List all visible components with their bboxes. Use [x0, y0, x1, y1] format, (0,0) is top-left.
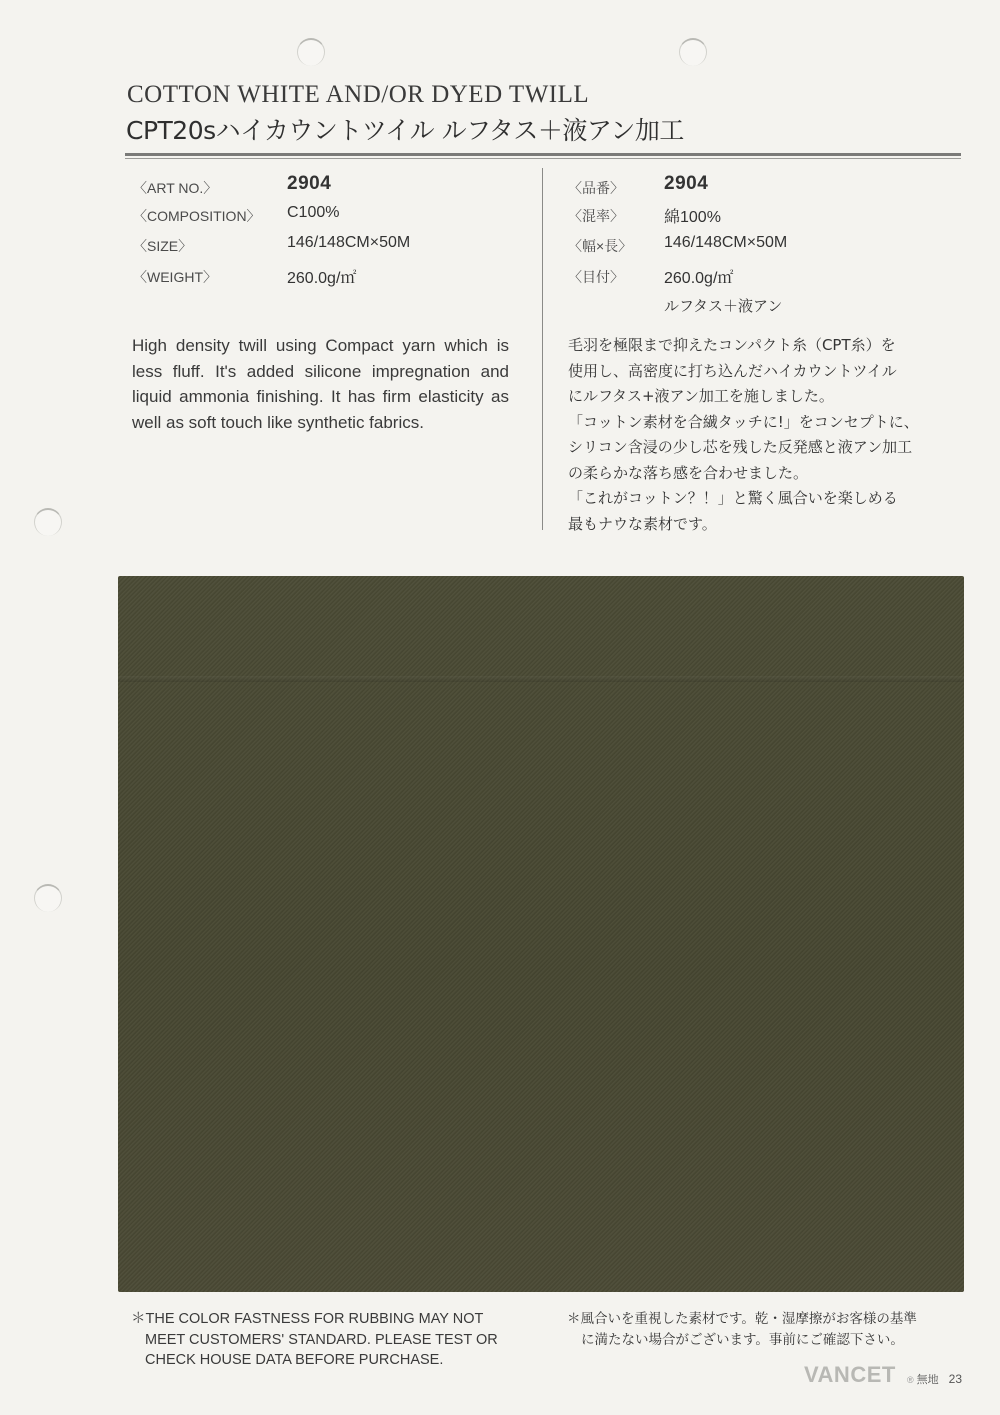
spec-value: 綿100% [664, 209, 721, 226]
description-jp-line: 「これがコットン？！」と驚く風合いを楽しめる [568, 489, 898, 507]
fabric-swatch [118, 576, 964, 1292]
column-divider [542, 168, 543, 530]
spec-label: 〈幅×長〉 [568, 238, 633, 254]
spec-label: 〈目付〉 [568, 269, 624, 285]
spec-value: ルフタス＋液アン [664, 298, 783, 315]
spec-value: 146/148CM×50M [287, 234, 411, 251]
spec-value: 260.0g/㎡ [287, 270, 357, 287]
header-divider [125, 153, 961, 156]
spec-label: 〈混率〉 [568, 208, 624, 224]
art-number-jp: 2904 [664, 173, 709, 194]
spec-label: 〈品番〉 [568, 180, 624, 196]
description-jp-line: にルフタス+液アン加工を施しました。 [568, 387, 834, 405]
care-note-line: CHECK HOUSE DATA BEFORE PURCHASE. [145, 1352, 444, 1368]
spec-label: 〈WEIGHT〉 [133, 269, 217, 285]
care-note-line: ＊風合いを重視した素材です。乾・湿摩擦がお客様の基準 [567, 1311, 917, 1327]
description-jp-line: 使用し、高密度に打ち込んだハイカウントツイル [568, 361, 897, 380]
footer-meta [907, 1371, 962, 1387]
spec-value: 146/148CM×50M [664, 234, 788, 251]
binder-hole-top-right [679, 38, 707, 66]
spec-label: 〈COMPOSITION〉 [133, 208, 261, 224]
care-note-line: ＊THE COLOR FASTNESS FOR RUBBING MAY NOT [131, 1311, 484, 1327]
care-note-line: に満たない場合がございます。事前にご確認下さい。 [581, 1331, 904, 1348]
brand-logo: VANCET [804, 1362, 896, 1387]
page-title-en: COTTON WHITE AND/OR DYED TWILL [127, 81, 590, 108]
swatch-fold-line [118, 676, 964, 682]
description-jp-line: 「コットン素材を合繊タッチに!」をコンセプトに、 [568, 412, 919, 431]
spec-label: 〈ART NO.〉 [133, 180, 218, 196]
care-note-jp [567, 1309, 957, 1350]
care-note-en [131, 1309, 521, 1371]
art-number: 2904 [287, 173, 332, 194]
binder-hole-left-lower [34, 884, 62, 912]
header-divider-thin [125, 158, 961, 159]
spec-label: 〈SIZE〉 [133, 238, 193, 254]
page-title-jp: CPT20sハイカウントツイル ルフタス＋液アン加工 [126, 116, 684, 145]
binder-hole-left-upper [34, 508, 62, 536]
care-note-line: MEET CUSTOMERS' STANDARD. PLEASE TEST OR [145, 1331, 498, 1348]
spec-value: 260.0g/㎡ [664, 270, 734, 287]
spec-value: C100% [287, 204, 340, 221]
description-jp [568, 333, 948, 537]
description-en: High density twill using Compact yarn which is less fluff. It's added silicone impregnation and liquid ammonia finishing. It has firm elasticity as well as soft touch like synthetic fabrics. [132, 336, 509, 432]
description-jp-line: 毛羽を極限まで抑えたコンパクト糸（CPT糸）を [568, 336, 896, 354]
description-jp-line: の柔らかな落ち感を合わせました。 [568, 463, 809, 482]
brand-mark: ® [907, 1375, 914, 1385]
description-jp-line: 最もナウな素材です。 [568, 514, 717, 533]
page-number: 23 [948, 1372, 962, 1386]
description-jp-line: シリコン含浸の少し芯を残した反発感と液アン加工 [568, 438, 913, 456]
category-label: 無地 [916, 1374, 939, 1386]
binder-hole-top-left [297, 38, 325, 66]
